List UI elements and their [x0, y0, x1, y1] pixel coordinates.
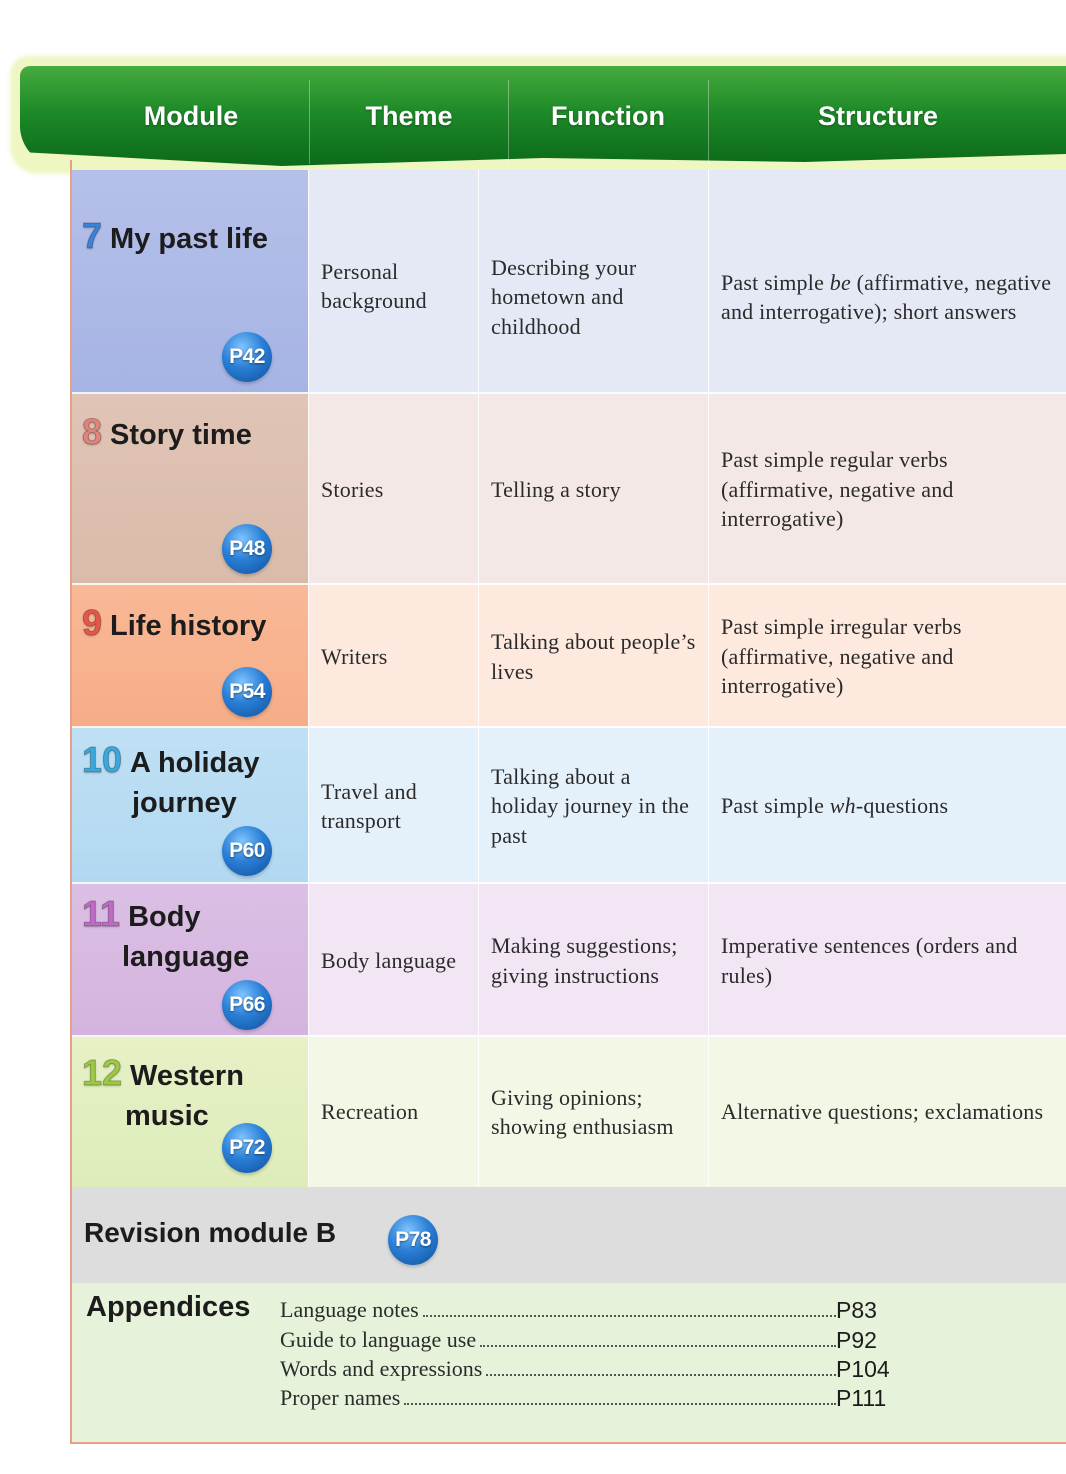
structure-emphasis: wh: [829, 793, 856, 819]
structure-cell: [708, 170, 1066, 394]
leader-dots: [423, 1315, 836, 1317]
structure-cell: [708, 1037, 1066, 1187]
theme-cell: [308, 1037, 478, 1187]
function-text: Giving opinions; showing enthusiasm: [491, 1084, 674, 1139]
theme-text: Stories: [321, 476, 384, 502]
leader-dots: [404, 1403, 836, 1405]
function-cell: [478, 170, 708, 394]
appendix-page[interactable]: P111: [836, 1385, 887, 1411]
page-badge[interactable]: P48: [222, 524, 272, 574]
module-number: 7: [82, 215, 103, 256]
page-badge[interactable]: P72: [222, 1123, 272, 1173]
theme-cell: [308, 884, 478, 1037]
module-cell: [72, 728, 308, 884]
header-theme: Theme: [365, 100, 453, 131]
header-module: Module: [143, 100, 239, 131]
table-row-module-9[interactable]: [72, 585, 1066, 728]
appendix-name: Language notes: [280, 1297, 419, 1322]
leader-dots: [486, 1374, 836, 1376]
function-text: Talking about a holiday journey in the past: [491, 763, 690, 848]
module-cell: [72, 585, 308, 728]
table-row-module-7[interactable]: [72, 170, 1066, 394]
structure-text: Past simple regular verbs (affirmative, negative and interrogative): [721, 447, 954, 532]
function-cell: [478, 1037, 708, 1187]
theme-cell: [308, 585, 478, 728]
module-number: 8: [82, 411, 103, 452]
theme-text: Writers: [321, 643, 388, 669]
appendix-name: Proper names: [280, 1385, 401, 1410]
header-function: Function: [551, 100, 665, 131]
page-badge[interactable]: P60: [222, 826, 272, 876]
module-name-line-2: journey: [132, 787, 237, 819]
function-cell: [478, 728, 708, 884]
table-row-module-8[interactable]: [72, 394, 1066, 585]
module-title: [82, 740, 260, 823]
function-text: Making suggestions; giving instructions: [491, 933, 678, 988]
structure-text: Imperative sentences (orders and rules): [721, 933, 1018, 988]
appendix-page[interactable]: P83: [836, 1297, 877, 1323]
structure-text: Past simple wh-questions: [721, 793, 949, 819]
appendix-entry[interactable]: [280, 1385, 840, 1414]
theme-cell: [308, 170, 478, 394]
header-structure: Structure: [817, 100, 939, 131]
structure-emphasis: be: [829, 269, 851, 295]
page-badge[interactable]: P66: [222, 980, 272, 1030]
structure-text: Past simple irregular verbs (affirmative, negative and interrogative): [721, 614, 962, 699]
module-name: Story time: [110, 419, 252, 451]
revision-row[interactable]: [72, 1187, 1066, 1283]
module-title: [82, 603, 266, 646]
module-cell: [72, 170, 308, 394]
theme-cell: [308, 728, 478, 884]
function-text: Telling a story: [491, 476, 621, 502]
leader-dots: [480, 1345, 836, 1347]
page-badge[interactable]: P54: [222, 667, 272, 717]
function-cell: [478, 394, 708, 585]
revision-label: Revision module B: [84, 1217, 337, 1248]
module-name: Body: [128, 901, 201, 933]
function-text: Describing your hometown and childhood: [491, 254, 637, 339]
appendices-section: [72, 1283, 1066, 1442]
module-name: Life history: [110, 610, 267, 642]
structure-text: Past simple be (affirmative, negative and interrogative); short answers: [721, 269, 1052, 324]
module-number: 12: [82, 1052, 123, 1093]
module-title: [82, 412, 252, 455]
module-number: 11: [82, 893, 121, 934]
page-badge[interactable]: P42: [222, 332, 272, 382]
theme-text: Body language: [321, 947, 457, 973]
table-row-module-12[interactable]: [72, 1037, 1066, 1187]
appendix-entry[interactable]: [280, 1327, 840, 1356]
module-name: A holiday: [130, 747, 260, 779]
theme-text: Recreation: [321, 1099, 419, 1125]
appendix-name: Words and expressions: [280, 1356, 483, 1381]
appendix-entry[interactable]: [280, 1356, 840, 1385]
module-cell: [72, 1037, 308, 1187]
appendix-name: Guide to language use: [280, 1327, 477, 1352]
module-name: My past life: [110, 223, 268, 255]
theme-text: Travel and transport: [321, 778, 417, 833]
module-title: [82, 216, 268, 259]
module-name: Western: [130, 1060, 244, 1092]
module-title: [82, 894, 249, 977]
module-title: [82, 1053, 244, 1136]
theme-cell: [308, 394, 478, 585]
appendices-label: Appendices: [86, 1291, 251, 1323]
appendix-entry[interactable]: [280, 1297, 840, 1326]
page-badge[interactable]: P78: [388, 1215, 438, 1265]
table-row-module-11[interactable]: [72, 884, 1066, 1037]
structure-cell: [708, 728, 1066, 884]
function-text: Talking about people’s lives: [491, 629, 696, 684]
structure-cell: [708, 884, 1066, 1037]
appendix-page[interactable]: P92: [836, 1327, 877, 1353]
structure-text: Alternative questions; exclamations: [721, 1099, 1044, 1125]
structure-cell: [708, 394, 1066, 585]
module-cell: [72, 394, 308, 585]
module-name-line-2: music: [125, 1100, 209, 1132]
module-number: 9: [82, 602, 103, 643]
function-cell: [478, 585, 708, 728]
appendix-page[interactable]: P104: [836, 1356, 890, 1382]
theme-text: Personal background: [321, 258, 427, 313]
module-cell: [72, 884, 308, 1037]
table-row-module-10[interactable]: [72, 728, 1066, 884]
structure-cell: [708, 585, 1066, 728]
module-name-line-2: language: [122, 941, 250, 973]
function-cell: [478, 884, 708, 1037]
module-number: 10: [82, 739, 123, 780]
